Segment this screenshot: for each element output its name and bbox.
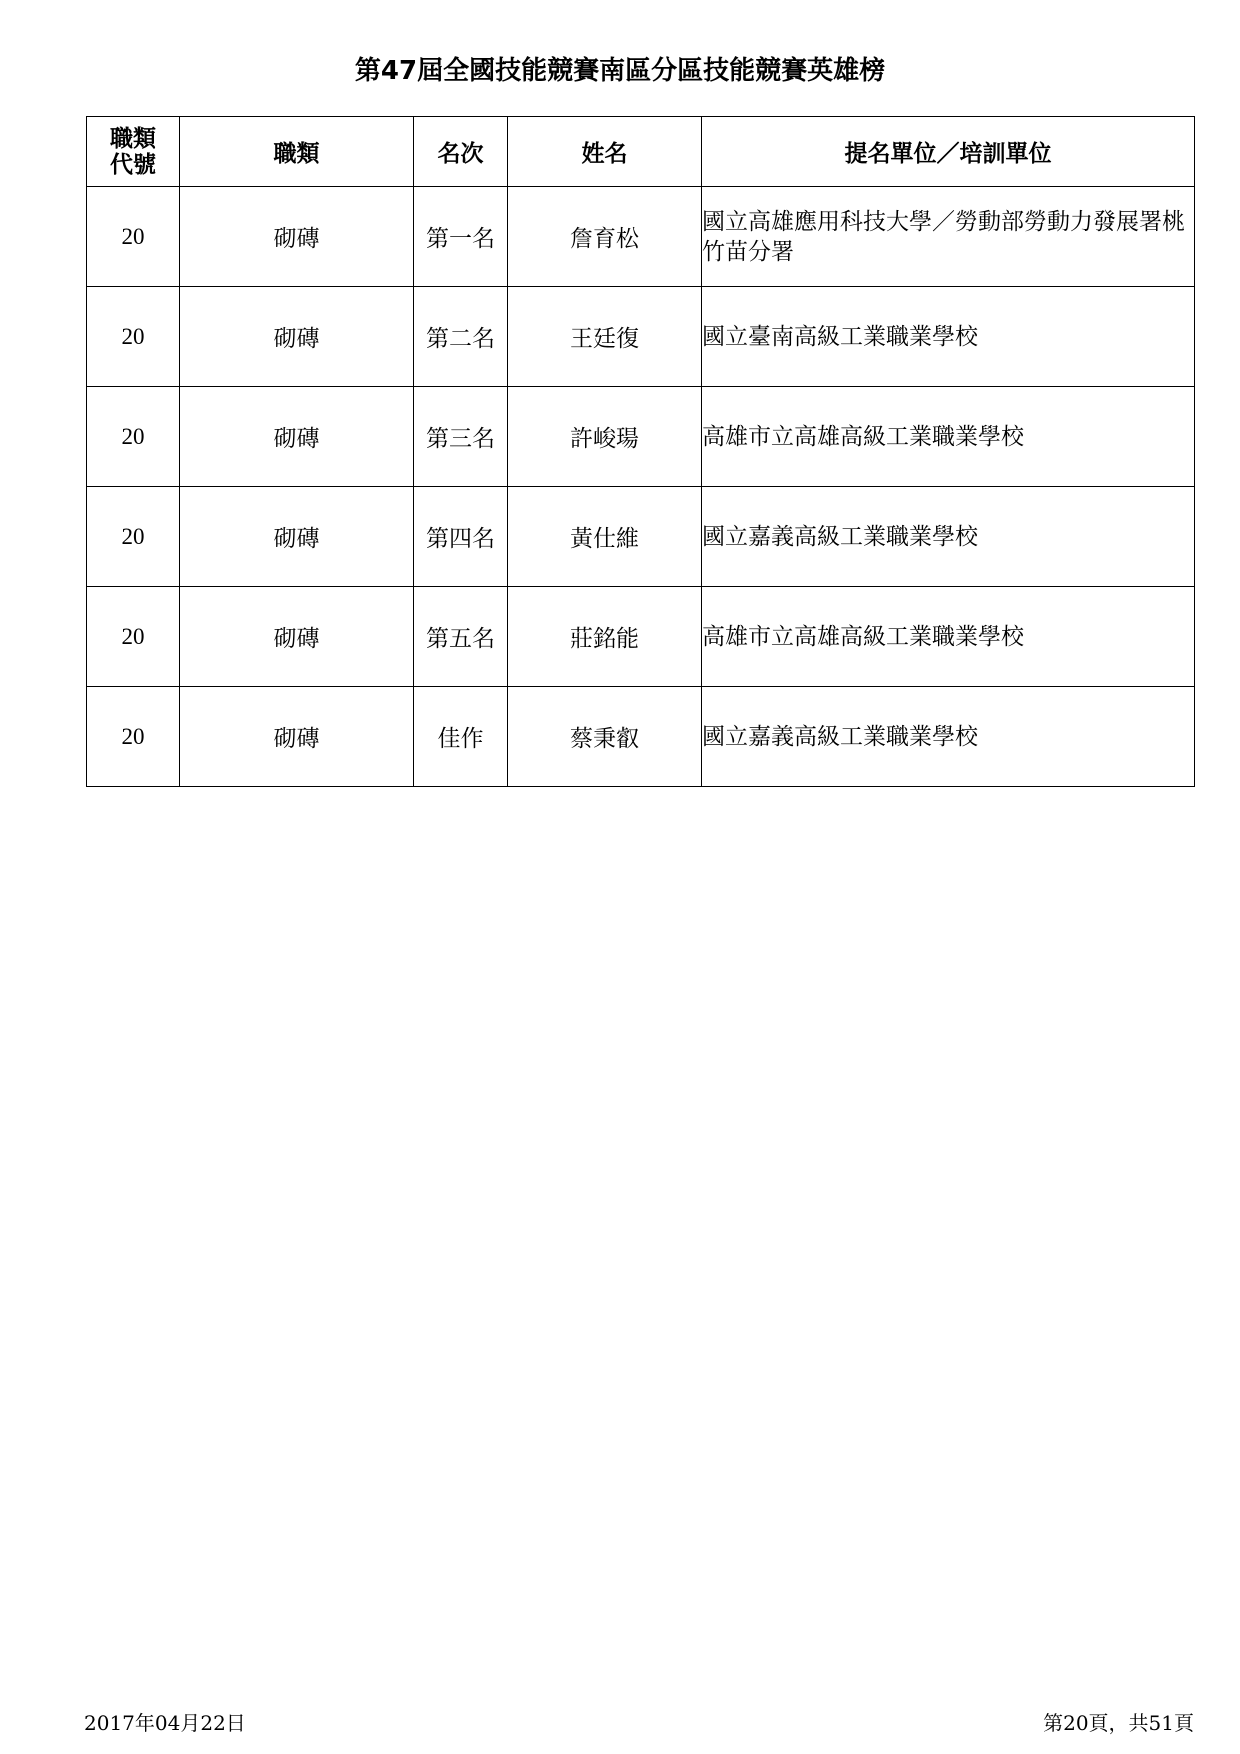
table-row [87, 487, 1195, 587]
cell-trade: 砌磚 [180, 587, 414, 687]
cell-name: 詹育松 [508, 187, 702, 287]
cell-rank: 第一名 [414, 187, 508, 287]
cell-unit: 高雄市立高雄高級工業職業學校 [702, 387, 1195, 487]
cell-rank: 第五名 [414, 587, 508, 687]
table-header-row [87, 117, 1195, 187]
cell-rank: 第三名 [414, 387, 508, 487]
cell-trade: 砌磚 [180, 487, 414, 587]
header-rank: 名次 [414, 117, 508, 187]
cell-trade-code: 20 [87, 187, 180, 287]
cell-trade: 砌磚 [180, 687, 414, 787]
cell-trade: 砌磚 [180, 287, 414, 387]
table-row [87, 687, 1195, 787]
table-row [87, 587, 1195, 687]
cell-name: 莊銘能 [508, 587, 702, 687]
cell-name: 黃仕維 [508, 487, 702, 587]
cell-rank: 佳作 [414, 687, 508, 787]
cell-trade-code: 20 [87, 387, 180, 487]
cell-unit: 國立嘉義高級工業職業學校 [702, 487, 1195, 587]
cell-trade: 砌磚 [180, 387, 414, 487]
header-trade: 職類 [180, 117, 414, 187]
footer-page-number: 第20頁，共51頁 [1043, 1711, 1194, 1735]
header-trade-code-line2: 代號 [110, 151, 156, 178]
cell-unit: 高雄市立高雄高級工業職業學校 [702, 587, 1195, 687]
page-title: 第47屆全國技能競賽南區分區技能競賽英雄榜 [354, 56, 886, 86]
cell-trade-code: 20 [87, 587, 180, 687]
header-name: 姓名 [508, 117, 702, 187]
cell-unit: 國立嘉義高級工業職業學校 [702, 687, 1195, 787]
table-row [87, 187, 1195, 287]
header-trade-code [87, 117, 180, 187]
header-unit: 提名單位／培訓單位 [702, 117, 1195, 187]
cell-rank: 第二名 [414, 287, 508, 387]
cell-trade: 砌磚 [180, 187, 414, 287]
cell-unit: 國立臺南高級工業職業學校 [702, 287, 1195, 387]
table-row [87, 387, 1195, 487]
cell-unit: 國立高雄應用科技大學／勞動部勞動力發展署桃竹苗分署 [702, 187, 1195, 287]
cell-trade-code: 20 [87, 287, 180, 387]
cell-trade-code: 20 [87, 487, 180, 587]
table-row [87, 287, 1195, 387]
cell-trade-code: 20 [87, 687, 180, 787]
cell-rank: 第四名 [414, 487, 508, 587]
cell-name: 蔡秉叡 [508, 687, 702, 787]
header-trade-code-line1: 職類 [110, 125, 156, 152]
hero-list-table [86, 116, 1195, 787]
cell-name: 許峻瑒 [508, 387, 702, 487]
footer-date: 2017年04月22日 [84, 1711, 246, 1735]
cell-name: 王廷復 [508, 287, 702, 387]
